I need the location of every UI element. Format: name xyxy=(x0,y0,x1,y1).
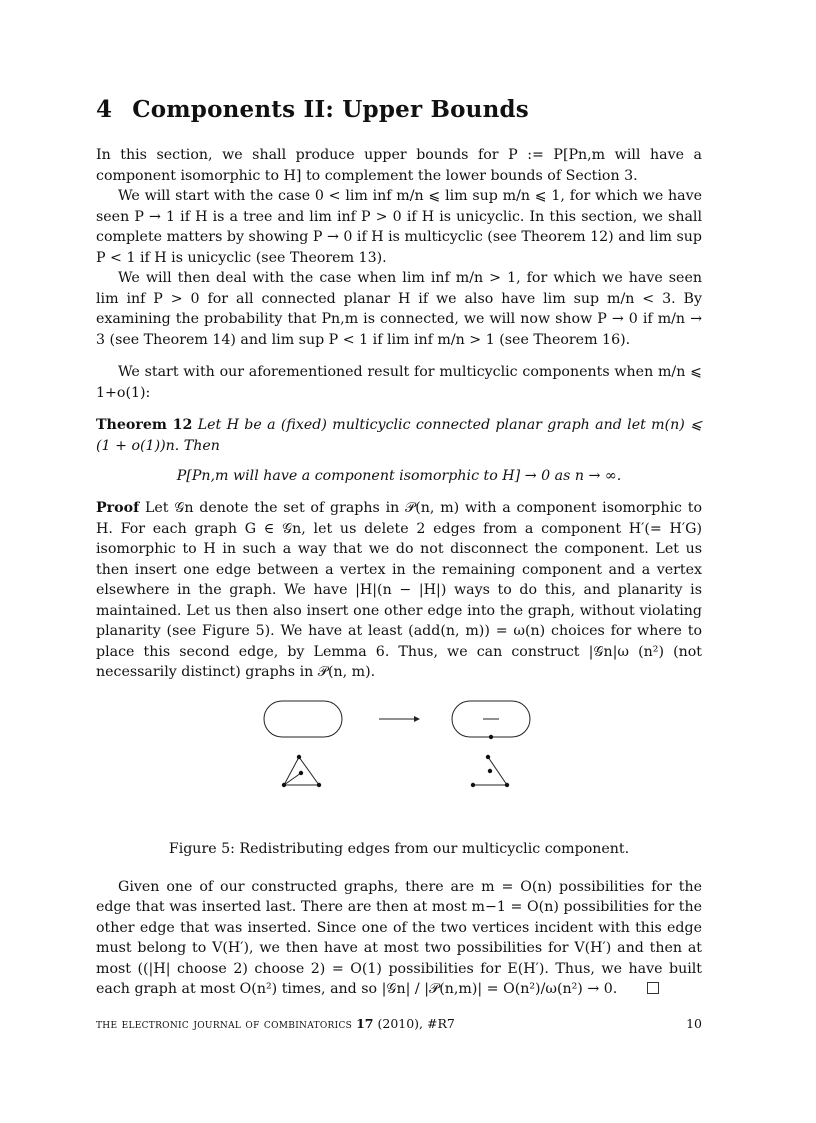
component-triangle-left xyxy=(282,754,321,786)
section-heading xyxy=(96,96,702,123)
section-title: Components II: Upper Bounds xyxy=(132,96,529,123)
page-footer xyxy=(96,1016,702,1031)
paragraph-counting: Given one of our constructed graphs, there are m = O(n) possibilities for the edge that was inserted last. There are then at most m−1 = O(n) possibilities for the other edge that was inserted. Since one of the two vertices incident with this edge must belong to V(H′), we then have at most two possibilities for V(H′) and then at most ((|H| choose 2) choose 2) = O(1) possibilities for E(H′). Thus, we have built each graph at most O(n²) times, and so |𝒢n| / |𝒫(n,m)| = O(n²)/ω(n²) → 0. xyxy=(96,878,702,997)
theorem-block xyxy=(96,415,702,456)
paragraph-transition: We start with our aforementioned result for multicyclic components when m/n ⩽ 1+o(1): xyxy=(96,364,702,401)
page-number: 10 xyxy=(686,1016,702,1031)
figure-caption: Figure 5: Redistributing edges from our multicyclic component. xyxy=(168,840,630,857)
proof-label: Proof xyxy=(96,500,140,516)
vertex-dot xyxy=(489,734,493,738)
theorem-label: Theorem 12 xyxy=(96,417,193,433)
section-number: 4 xyxy=(96,96,113,123)
component-capsule-left xyxy=(264,701,342,737)
paragraph-case-large: We will then deal with the case when lim inf m/n > 1, for which we have seen lim inf P > 0 for all connected planar H if we also have lim sup m/n < 3. By examining the probability that Pn,m is connected, we will now show P → 0 if m/n → 3 (see Theorem 14) and lim sup P < 1 if lim inf m/n > 1 (see Theorem 16). xyxy=(96,270,702,348)
theorem-display: P[Pn,m will have a component isomorphic to H] → 0 as n → ∞. xyxy=(176,468,622,484)
footer-journal: the electronic journal of combinatorics xyxy=(96,1016,353,1031)
footer-year-issue: (2010), #R7 xyxy=(377,1016,455,1031)
component-triangle-right xyxy=(471,754,509,786)
qed-square-icon xyxy=(647,982,659,994)
proof-text: Let 𝒢n denote the set of graphs in 𝒫(n, m) with a component isomorphic to H. For each graph G ∈ 𝒢n, let us delete 2 edges from a component H′(= H′G) isomorphic to H in such a way that we do not disconnect the component. Let us then insert one edge between a vertex in the remaining component and a vertex elsewhere in the graph. We have |H|(n − |H|) ways to do this, and planarity is maintained. Let us then also insert one other edge into the graph, without violating planarity (see Figure 5). We have at least (add(n, m)) = ω(n) choices for where to place this second edge, by Lemma 6. Thus, we can construct |𝒢n|ω (n²) (not necessarily distinct) graphs in 𝒫(n, m). xyxy=(96,500,703,680)
arrow-head xyxy=(414,716,420,722)
page-body xyxy=(96,96,702,1000)
figure-5 xyxy=(96,697,702,837)
paragraph-case-small: We will start with the case 0 < lim inf m/n ⩽ lim sup m/n ⩽ 1, for which we have seen P → 1 if H is a tree and lim inf P > 0 if H is unicyclic. In this section, we shall complete matters by showing P → 0 if H is multicyclic (see Theorem 12) and lim sup P < 1 if H is unicyclic (see Theorem 13). xyxy=(96,188,702,266)
paragraph-intro: In this section, we shall produce upper bounds for P := P[Pn,m will have a component isomorphic to H] to complement the lower bounds of Section 3. xyxy=(96,147,702,184)
figure-diagram xyxy=(96,697,702,837)
footer-volume: 17 xyxy=(356,1016,374,1031)
proof-block xyxy=(96,498,702,683)
theorem-statement: Let H be a (fixed) multicyclic connected planar graph and let m(n) ⩽ (1 + o(1))n. Then xyxy=(96,417,702,454)
